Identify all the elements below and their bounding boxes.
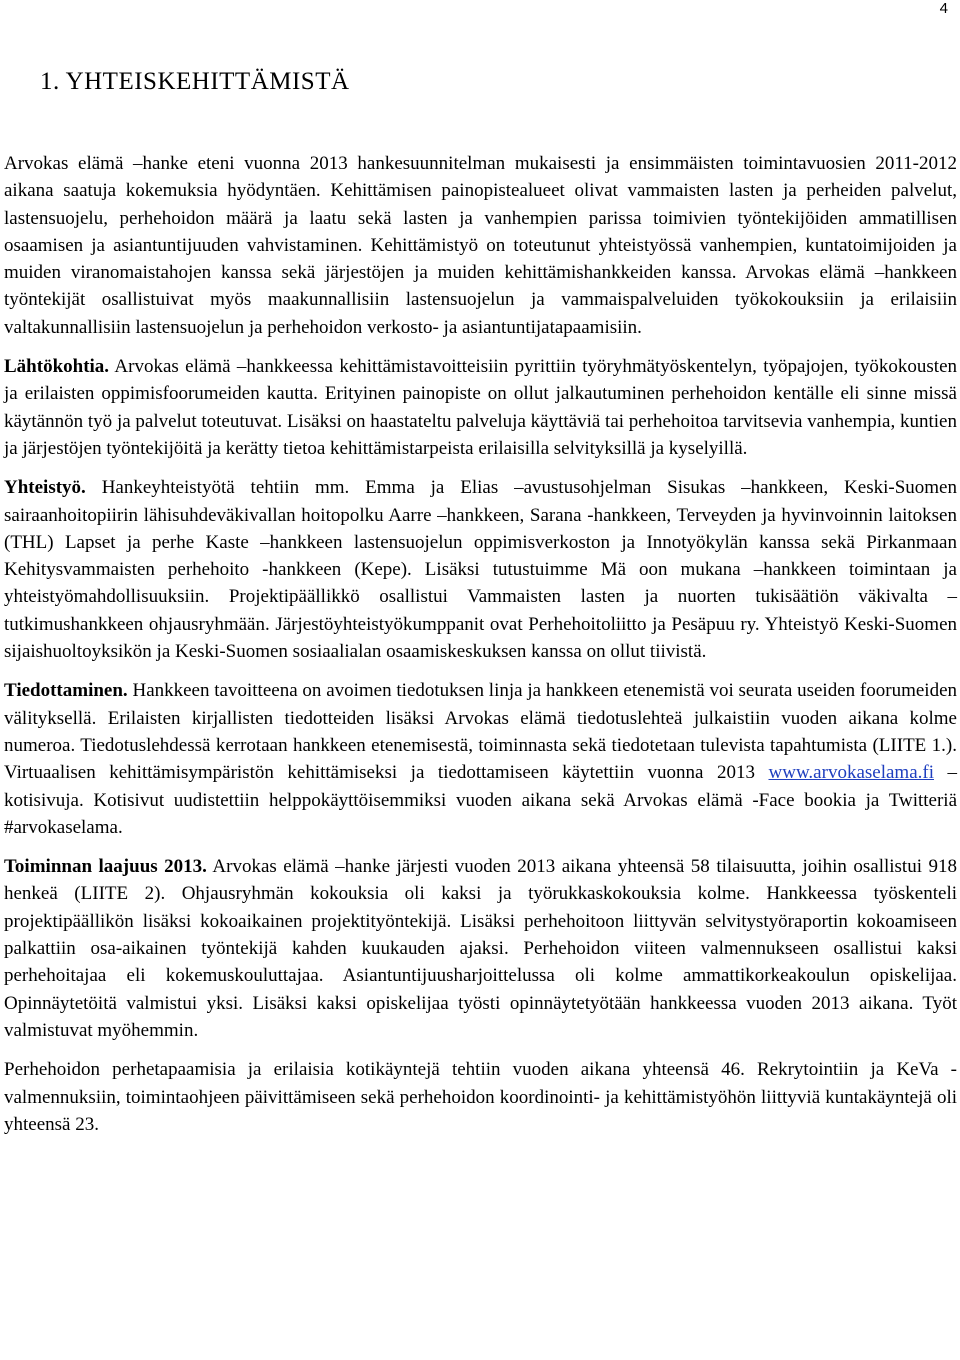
paragraph-lahtokohtia <box>4 353 957 462</box>
paragraph-text-toiminnan-laajuus: Arvokas elämä –hanke järjesti vuoden 2013 aikana yhteensä 58 tilaisuutta, joihin osallistui 918 henkeä (LIITE 2). Ohjausryhmän kokouksia oli kaksi ja työrukkaskokouksia kolme. Hankkeessa työskenteli projektipäällikön lisäksi kokoaikainen projektityöntekijä. Lisäksi perhehoitoon liittyvän selvitystyöraportin kokoamiseen palkattiin osa-aikainen työntekijä kahden kuukauden ajaksi. Perhehoidon viiteen valmennukseen osallistui kaksi perhehoitajaa eli kokemuskouluttajaa. Asiantuntijuusharjoittelussa oli kolme ammattikorkeakoulun opiskelijaa. Opinnäytetöitä valmistui yksi. Lisäksi kaksi opiskelijaa työsti opinnäytetyötään hankkeessa vuoden 2013 aikana. Työt valmistuvat myöhemmin. <box>4 856 957 1041</box>
paragraph-label-toiminnan-laajuus: Toiminnan laajuus 2013. <box>4 856 207 878</box>
paragraph-tiedottaminen <box>4 677 957 841</box>
paragraph-toiminnan-laajuus <box>4 853 957 1044</box>
paragraph-text-tiedottaminen-1: Hankkeen tavoitteena on avoimen tiedotuksen linja ja hankkeen etenemistä voi seurata useiden foorumeiden välityksellä. Erilaisten kirjallisten tiedotteiden lisäksi Arvokas elämä tiedotuslehteä julkaistiin vuoden aikana kolme numeroa. Tiedotuslehdessä kerrotaan hankkeen etenemisestä, toiminnasta sekä tiedotetaan tulevista tapahtumista (LIITE 1.). Virtuaalisen kehittämisympäristön kehittämiseksi ja tiedottamiseen käytettiin vuonna 2013 <box>4 680 957 784</box>
paragraph-yhteistyo <box>4 474 957 665</box>
paragraph-label-yhteistyo: Yhteistyö. <box>4 477 86 499</box>
paragraph-label-tiedottaminen: Tiedottaminen. <box>4 680 128 702</box>
paragraph-text-tiedottaminen-2: –kotisivuja. Kotisivut uudistettiin helppokäyttöisemmiksi vuoden aikana sekä Arvokas elämä -Face bookia ja Twitteriä #arvokaselama. <box>4 762 958 838</box>
section-heading: 1. YHTEISKEHITTÄMISTÄ <box>40 68 350 95</box>
paragraph-text-lahtokohtia: Arvokas elämä –hankkeessa kehittämistavoitteisiin pyrittiin työryhmätyöskentelyn, työpajojen, työkokousten ja erilaisten oppimisfoorumeiden kautta. Erityinen painopiste on ollut jalkautuminen perhehoidon kentälle eli sinne missä käytännön työ ja palvelut toteutuvat. Lisäksi on haastateltu palveluja käyttäviä tai perhehoitoa tarvitsevia vanhempia, kuntien ja järjestöjen työntekijöitä ja kerätty tietoa kehittämistarpeista erilaisilla selvityksillä ja kyselyillä. <box>4 356 957 459</box>
page-number: 4 <box>939 0 948 17</box>
website-link[interactable]: www.arvokaselama.fi <box>768 762 934 784</box>
document-body <box>4 150 957 1147</box>
paragraph-text-yhteistyo: Hankeyhteistyötä tehtiin mm. Emma ja Elias –avustusohjelman Sisukas –hankkeen, Keski-Suomen sairaanhoitopiirin lähisuhdeväkivallan hoitopolku Aarre –hankkeen, Sarana -hankkeen, Terveyden ja hyvinvoinnin laitoksen (THL) Lapset ja perhe Kaste –hankkeen lastensuojelun oppimisverkoston ja Innotyökylän kanssa sekä Pirkanmaan Kehitysvammaisten perhehoito -hankkeen (Kepe). Lisäksi tutustuimme Mä oon mukana –hankkeen toimintaan ja yhteistyömahdollisuuksiin. Projektipäällikkö osallistui Vammaisten lasten ja nuorten tukisäätiön väkivalta –tutkimushankkeen ohjausryhmään. Järjestöyhteistyökumppanit ovat Perhehoitoliitto ja Pesäpuu ry. Yhteistyö Keski-Suomen sijaishuoltoyksikön ja Keski-Suomen sosiaalialan osaamiskeskuksen kanssa on ollut tiivistä. <box>4 477 957 663</box>
paragraph-perhetapaamiset: Perhehoidon perhetapaamisia ja erilaisia kotikäyntejä tehtiin vuoden aikana yhteensä 46. Rekrytointiin ja KeVa -valmennuksiin, toimintaohjeen päivittämiseen sekä perhehoidon koordinointi- ja kehittämistyöhön liittyviä kuntakäyntejä oli yhteensä 23. <box>4 1059 957 1135</box>
paragraph-intro: Arvokas elämä –hanke eteni vuonna 2013 hankesuunnitelman mukaisesti ja ensimmäisten toimintavuosien 2011-2012 aikana saatuja kokemuksia hyödyntäen. Kehittämisen painopistealueet olivat vammaisten lasten ja perheiden palvelut, lastensuojelu, perhehoidon määrä ja laatu sekä lasten ja vanhempien parissa toimivien työntekijöiden ammatillisen osaamisen ja asiantuntijuuden vahvistaminen. Kehittämistyö on toteutunut yhteistyössä vanhempien, kuntatoimijoiden ja muiden viranomaistahojen kanssa sekä järjestöjen ja muiden kehittämishankkeiden kanssa. Arvokas elämä –hankkeen työntekijät osallistuivat myös maakunnallisiin lastensuojelun ja vammaispalveluiden työkokouksiin ja erilaisiin valtakunnallisiin lastensuojelun ja perhehoidon verkosto- ja asiantuntijatapaamisiin. <box>4 153 957 338</box>
paragraph-label-lahtokohtia: Lähtökohtia. <box>4 356 110 378</box>
